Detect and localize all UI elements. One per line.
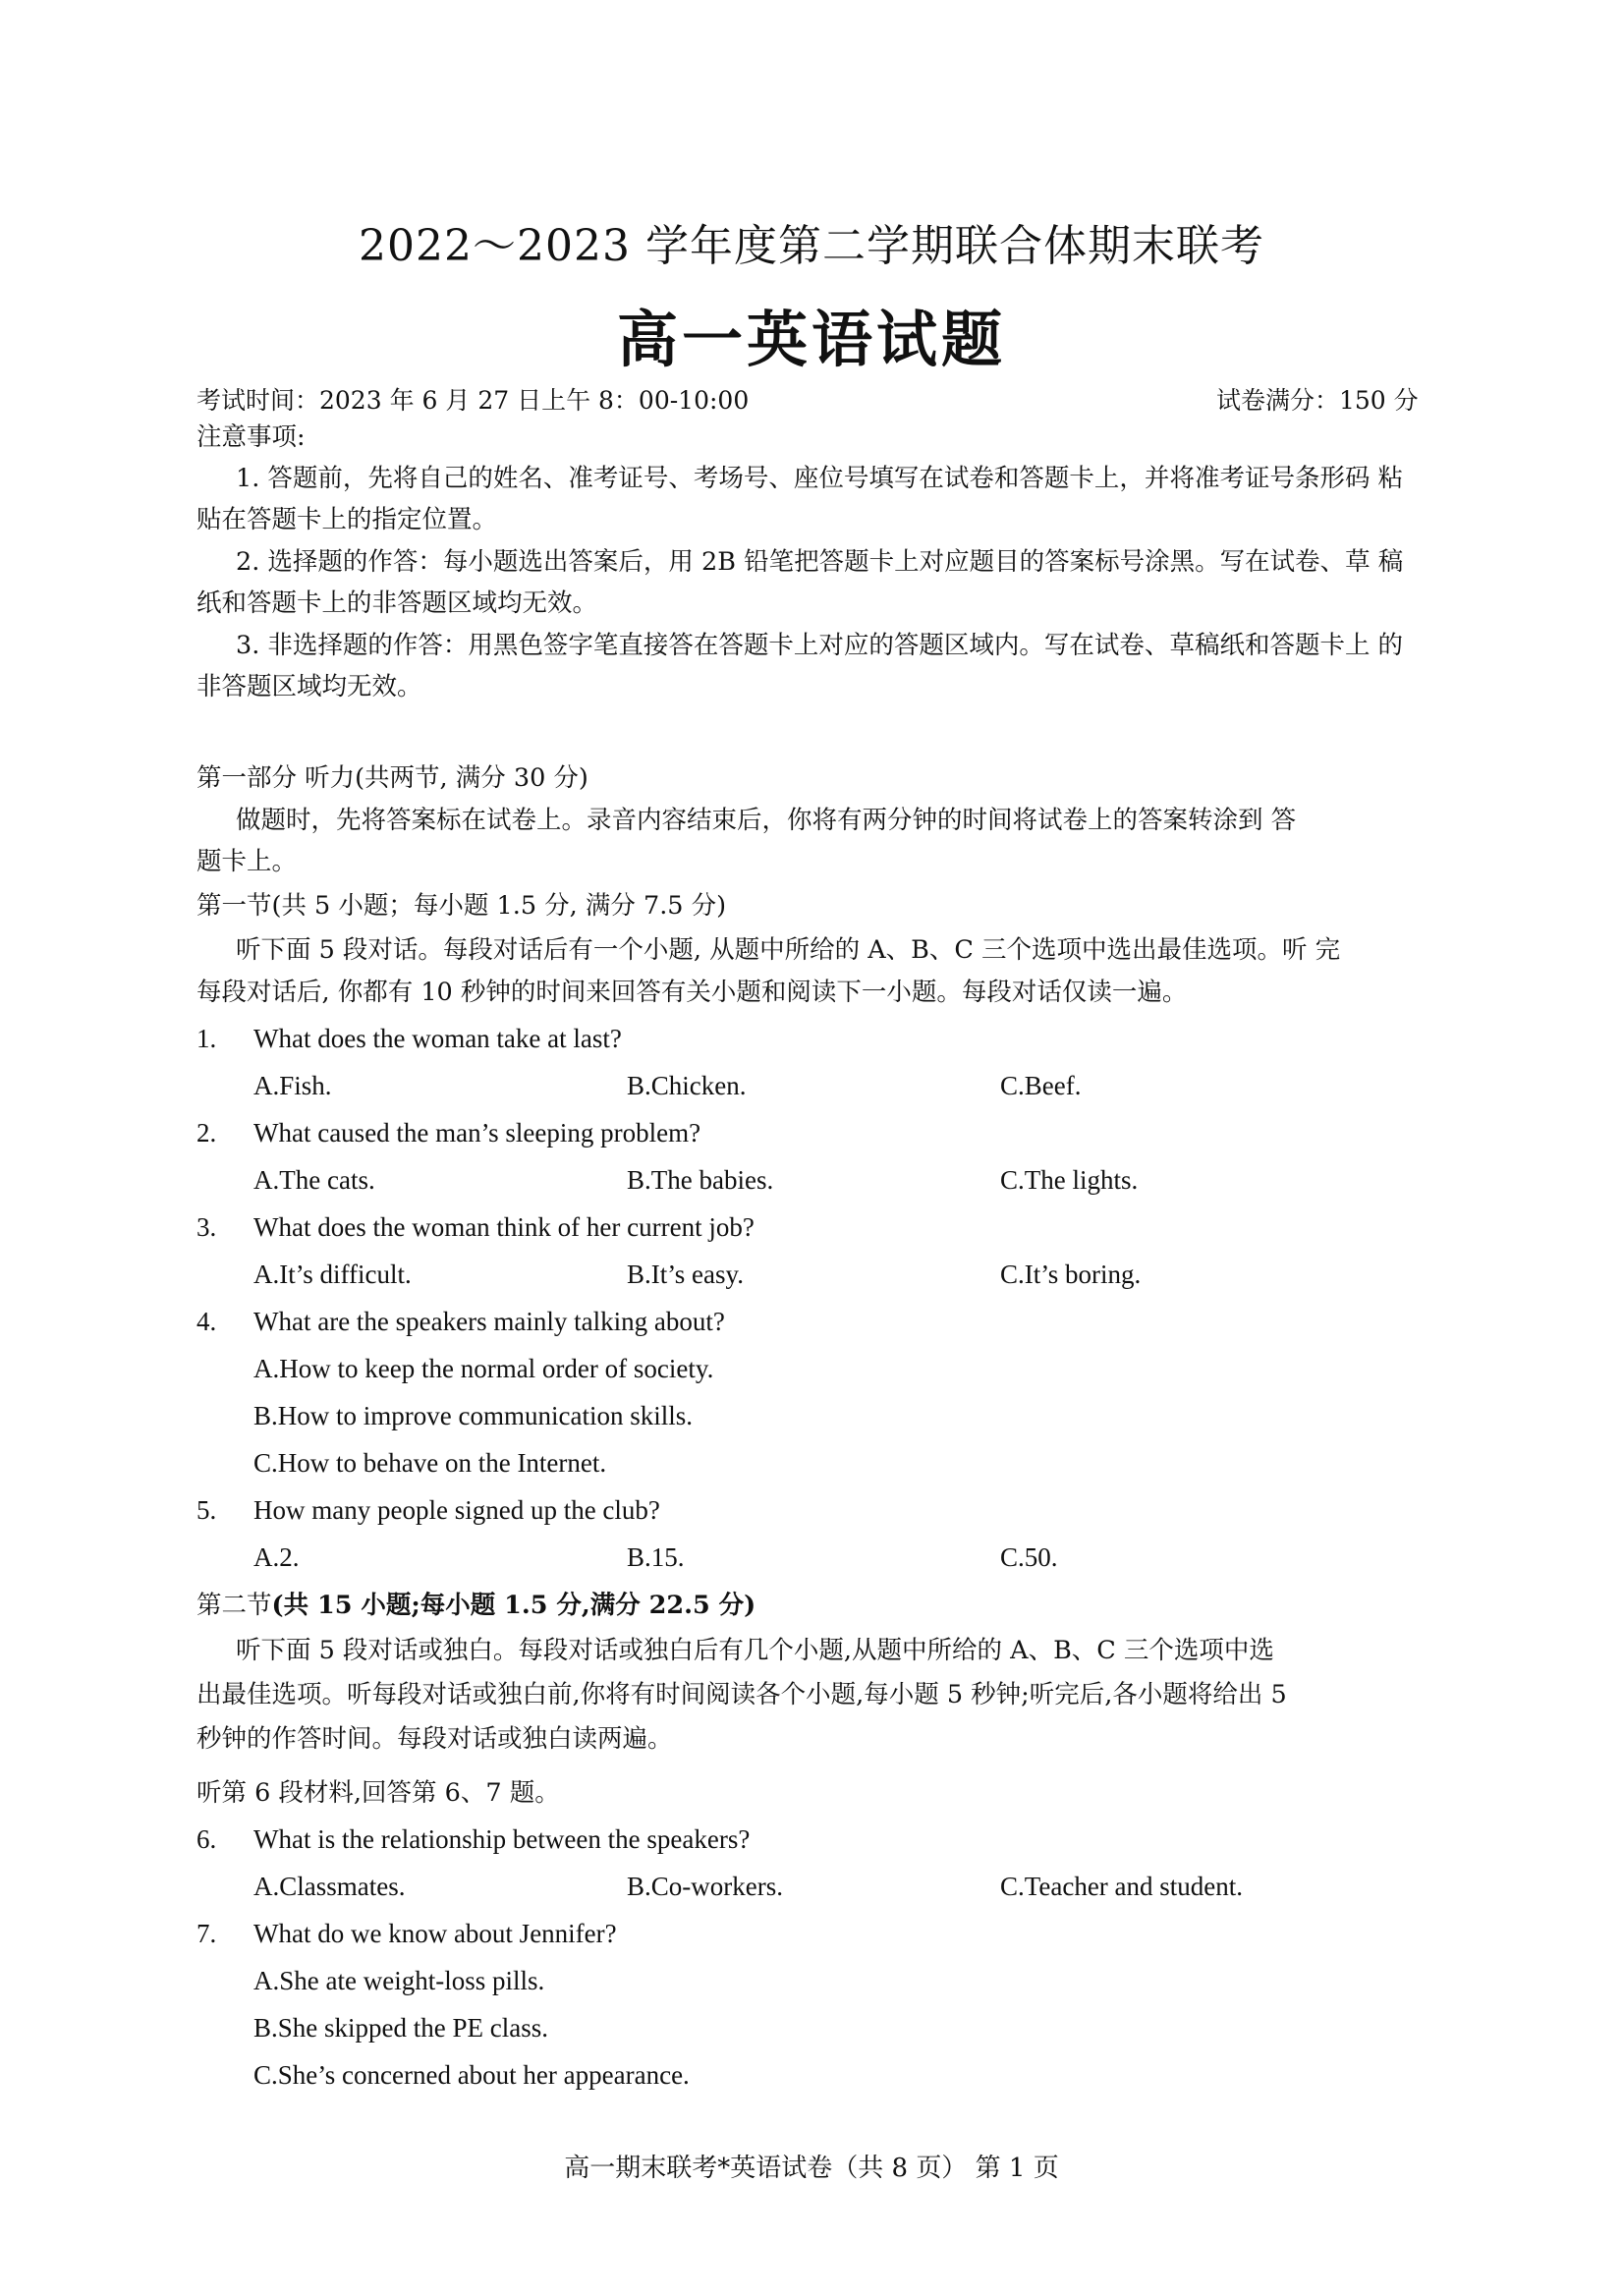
section2-heading-detail: (共 15 小题;每小题 1.5 分,满分 22.5 分) [271,1591,756,1620]
material-note: 听第 6 段材料,回答第 6、7 题。 [196,1778,560,1808]
question-text: What caused the man’s sleeping problem? [253,1118,701,1148]
question-text: What does the woman take at last? [253,1024,622,1053]
section2-intro-cont: 出最佳选项。听每段对话或独白前,你将有时间阅读各个小题,每小题 5 秒钟;听完后,各小题将给出 5 [196,1680,1287,1709]
question-number: 2. [196,1118,217,1148]
option-a: A.How to keep the normal order of society. [253,1354,714,1383]
option-b: B.Chicken. [627,1071,747,1100]
option-a: A.She ate weight-loss pills. [253,1966,545,1995]
option-c: C.It’s boring. [1000,1260,1142,1289]
question-text: What does the woman think of her current job? [253,1212,755,1242]
question-text: What are the speakers mainly talking about? [253,1307,725,1336]
option-b: B.She skipped the PE class. [253,2013,548,2043]
option-c: C.Beef. [1000,1071,1082,1100]
option-c: C.The lights. [1000,1165,1139,1195]
option-b: B.15. [627,1542,685,1572]
option-b: B.How to improve communication skills. [253,1401,693,1430]
notice-heading: 注意事项: [196,422,306,452]
option-c: C.50. [1000,1542,1058,1572]
section1-intro-cont: 每段对话后, 你都有 10 秒钟的时间来回答有关小题和阅读下一小题。每段对话仅读一遍。 [196,978,1188,1007]
option-b: B.Co-workers. [627,1872,783,1901]
section1-heading: 第一节(共 5 小题；每小题 1.5 分, 满分 7.5 分) [196,891,727,921]
part1-heading: 第一部分 听力(共两节, 满分 30 分) [196,763,588,793]
question-number: 5. [196,1495,217,1525]
question-text: What do we know about Jennifer? [253,1919,617,1948]
option-b: B.It’s easy. [627,1260,744,1289]
exam-time: 考试时间：2023 年 6 月 27 日上午 8：00-10:00 [196,386,750,415]
question-number: 6. [196,1824,217,1854]
option-a: A.The cats. [253,1165,375,1195]
option-a: A.2. [253,1542,300,1572]
notice-item-3-cont: 非答题区域均无效。 [196,672,422,701]
question-text: How many people signed up the club? [253,1495,660,1525]
option-c: C.Teacher and student. [1000,1872,1244,1901]
section2-intro: 听下面 5 段对话或独白。每段对话或独白后有几个小题,从题中所给的 A、B、C 三个选项中选 [236,1636,1274,1665]
full-score: 试卷满分：150 分 [1216,386,1419,415]
option-c: C.She’s concerned about her appearance. [253,2060,690,2090]
section1-intro: 听下面 5 段对话。每段对话后有一个小题, 从题中所给的 A、B、C 三个选项中选出最佳选项。听 完 [236,935,1341,965]
question-number: 7. [196,1919,217,1948]
option-a: A.Classmates. [253,1872,406,1901]
subject-title: 高一英语试题 [616,304,1006,375]
exam-title: 2022～2023 学年度第二学期联合体期末联考 [359,221,1264,271]
question-text: What is the relationship between the speakers? [253,1824,751,1854]
notice-item-3: 3. 非选择题的作答：用黑色签字笔直接答在答题卡上对应的答题区域内。写在试卷、草稿纸和答题卡上 的 [236,631,1404,660]
page-footer: 高一期末联考*英语试卷（共 8 页） 第 1 页 [564,2154,1059,2183]
notice-item-1-cont: 贴在答题卡上的指定位置。 [196,505,498,534]
notice-item-2: 2. 选择题的作答：每小题选出答案后，用 2B 铅笔把答题卡上对应题目的答案标号涂黑。写在试卷、草 稿 [236,547,1404,577]
question-number: 3. [196,1212,217,1242]
section2-intro-cont2: 秒钟的作答时间。每段对话或独白读两遍。 [196,1724,673,1754]
option-b: B.The babies. [627,1165,774,1195]
option-a: A.It’s difficult. [253,1260,412,1289]
part1-intro-cont: 题卡上。 [196,847,298,876]
question-number: 4. [196,1307,217,1336]
notice-item-2-cont: 纸和答题卡上的非答题区域均无效。 [196,588,598,618]
part1-intro: 做题时，先将答案标在试卷上。录音内容结束后，你将有两分钟的时间将试卷上的答案转涂到 答 [236,806,1297,835]
option-c: C.How to behave on the Internet. [253,1448,607,1478]
option-a: A.Fish. [253,1071,332,1100]
section2-heading-prefix: 第二节 [196,1591,272,1620]
notice-item-1: 1. 答题前，先将自己的姓名、准考证号、考场号、座位号填写在试卷和答题卡上，并将准考证号条形码 粘 [236,464,1404,493]
section2-heading [196,1589,756,1622]
question-number: 1. [196,1024,217,1053]
